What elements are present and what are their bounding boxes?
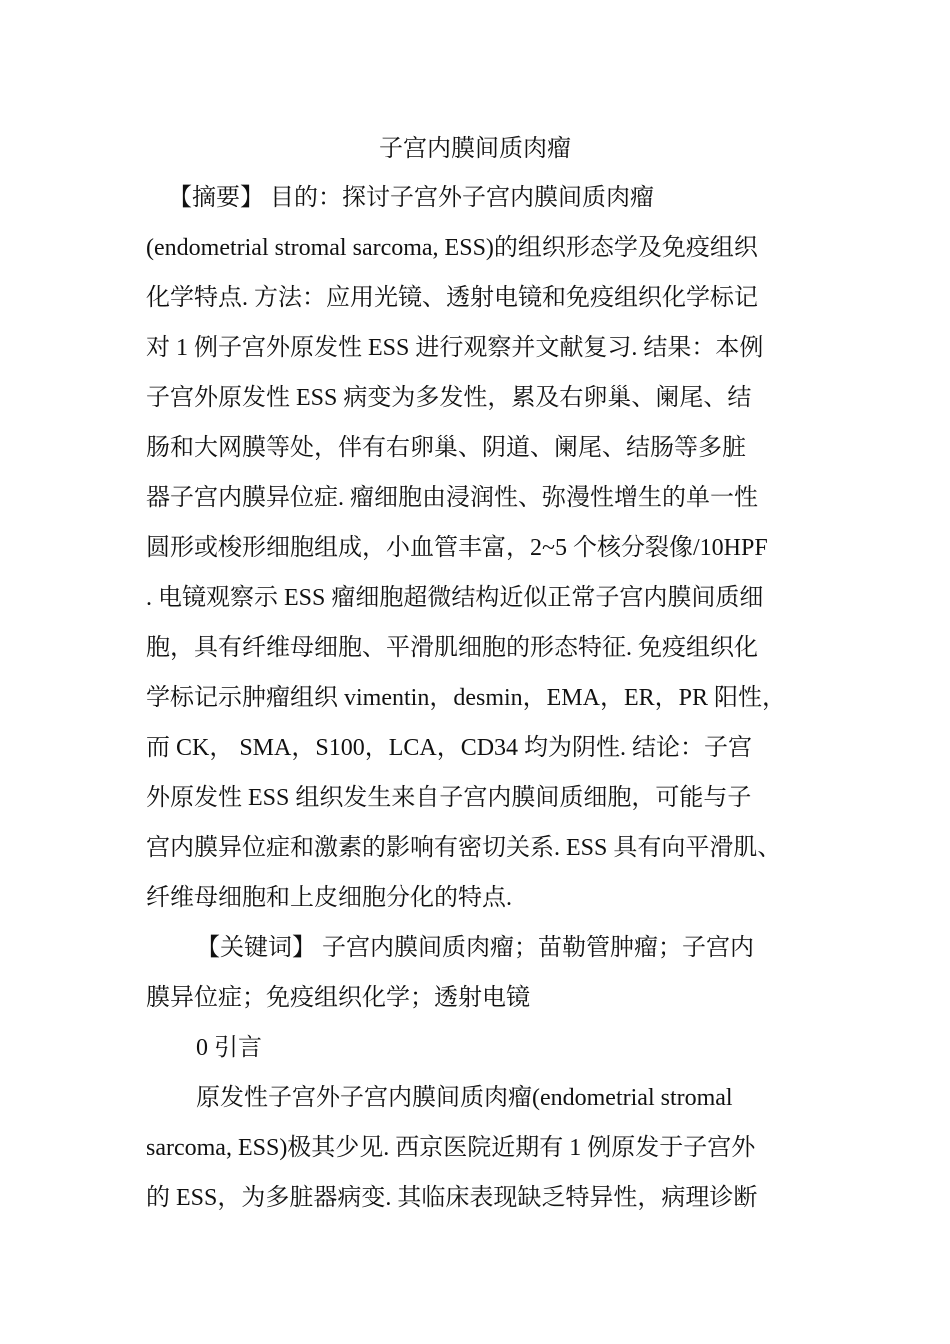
abstract-line: 化学特点. 方法：应用光镜、透射电镜和免疫组织化学标记 [146,285,758,311]
abstract-line: 肠和大网膜等处，伴有右卵巢、阴道、阑尾、结肠等多脏 [146,435,746,461]
keywords-line: 膜异位症；免疫组织化学；透射电镜 [146,985,530,1011]
abstract-line: 胞，具有纤维母细胞、平滑肌细胞的形态特征. 免疫组织化 [146,635,758,661]
abstract-line: 子宫外原发性 ESS 病变为多发性，累及右卵巢、阑尾、结 [146,385,752,411]
abstract-line: 宫内膜异位症和激素的影响有密切关系. ESS 具有向平滑肌、 [146,835,782,861]
abstract-line: 而 CK， SMA，S100，LCA，CD34 均为阴性. 结论：子宫 [146,735,753,761]
abstract-line: 纤维母细胞和上皮细胞分化的特点. [146,885,512,911]
keywords-line: 【关键词】 子宫内膜间质肉瘤；苗勒管肿瘤；子宫内 [196,935,754,961]
abstract-line: 【摘要】 目的：探讨子宫外子宫内膜间质肉瘤 [168,185,654,211]
abstract-line: 圆形或梭形细胞组成，小血管丰富，2~5 个核分裂像/10HPF [146,535,768,561]
abstract-line: (endometrial stromal sarcoma, ESS)的组织形态学及免疫组织 [146,235,758,261]
body-line: 原发性子宫外子宫内膜间质肉瘤(endometrial stromal [196,1085,733,1111]
section-heading: 0 引言 [196,1035,262,1061]
abstract-line: 对 1 例子宫外原发性 ESS 进行观察并文献复习. 结果：本例 [146,335,764,361]
body-line: sarcoma, ESS)极其少见. 西京医院近期有 1 例原发于子宫外 [146,1135,756,1161]
abstract-line: 器子宫内膜异位症. 瘤细胞由浸润性、弥漫性增生的单一性 [146,485,758,511]
body-line: 的 ESS，为多脏器病变. 其临床表现缺乏特异性，病理诊断 [146,1185,758,1211]
abstract-line: 学标记示肿瘤组织 vimentin，desmin，EMA，ER，PR 阳性， [146,685,787,711]
abstract-line: . 电镜观察示 ESS 瘤细胞超微结构近似正常子宫内膜间质细 [146,585,764,611]
abstract-line: 外原发性 ESS 组织发生来自子宫内膜间质细胞，可能与子 [146,785,752,811]
document-title: 子宫内膜间质肉瘤 [379,136,571,162]
